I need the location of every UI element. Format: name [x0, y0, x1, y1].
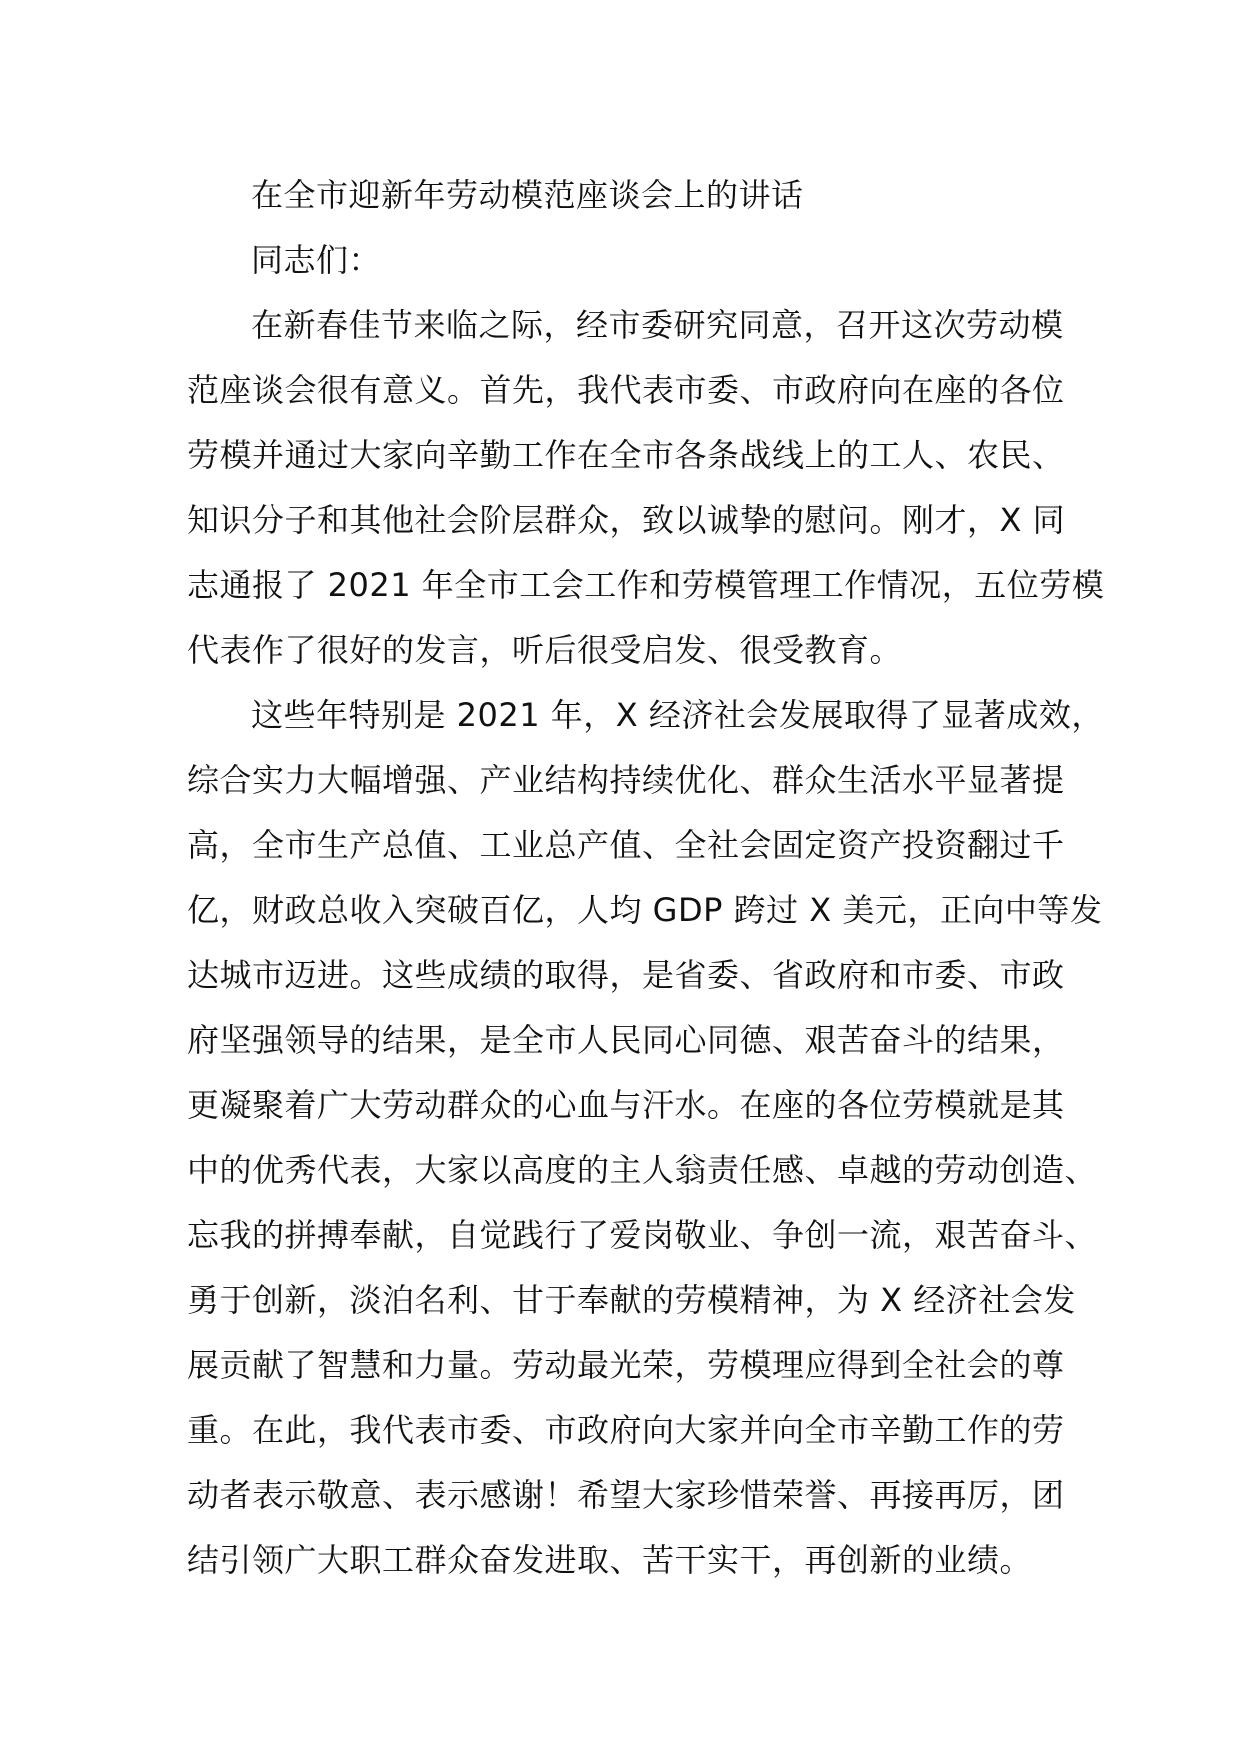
paragraph-line: 忘我的拼搏奉献，自觉践行了爱岗敬业、争创一流，艰苦奋斗、: [187, 1216, 1098, 1254]
paragraph-line: 亿，财政总收入突破百亿，人均 GDP 跨过 X 美元，正向中等发: [187, 891, 1103, 929]
paragraph-line: 劳模并通过大家向辛勤工作在全市各条战线上的工人、农民、: [187, 436, 1065, 474]
paragraph-line: 动者表示敬意、表示感谢！希望大家珍惜荣誉、再接再厉，团: [187, 1476, 1065, 1514]
paragraph-line: 这些年特别是 2021 年，X 经济社会发展取得了显著成效，: [251, 696, 1104, 734]
paragraph-line: 范座谈会很有意义。首先，我代表市委、市政府向在座的各位: [187, 371, 1065, 409]
paragraph-line: 知识分子和其他社会阶层群众，致以诚挚的慰问。刚才，X 同: [187, 501, 1066, 539]
paragraph-line: 府坚强领导的结果，是全市人民同心同德、艰苦奋斗的结果，: [187, 1021, 1065, 1059]
document-body: [187, 163, 1105, 1593]
paragraph-line: 综合实力大幅增强、产业结构持续优化、群众生活水平显著提: [187, 761, 1065, 799]
paragraph-line: 代表作了很好的发言，听后很受启发、很受教育。: [187, 631, 903, 669]
paragraph-line: 结引领广大职工群众奋发进取、苦干实干，再创新的业绩。: [187, 1541, 1033, 1579]
paragraph-line: 展贡献了智慧和力量。劳动最光荣，劳模理应得到全社会的尊: [187, 1346, 1065, 1384]
paragraph-2: [187, 683, 1104, 1593]
paragraph-line: 高，全市生产总值、工业总产值、全社会固定资产投资翻过千: [187, 826, 1065, 864]
paragraph-line: 重。在此，我代表市委、市政府向大家并向全市辛勤工作的劳: [187, 1411, 1065, 1449]
salutation: 同志们：: [251, 241, 382, 279]
paragraph-line: 志通报了 2021 年全市工会工作和劳模管理工作情况，五位劳模: [187, 566, 1105, 604]
paragraph-line: 达城市迈进。这些成绩的取得，是省委、省政府和市委、市政: [187, 956, 1065, 994]
document-title: 在全市迎新年劳动模范座谈会上的讲话: [251, 176, 804, 214]
paragraph-line: 在新春佳节来临之际，经市委研究同意，召开这次劳动模: [251, 306, 1064, 344]
paragraph-line: 中的优秀代表，大家以高度的主人翁责任感、卓越的劳动创造、: [187, 1151, 1098, 1189]
paragraph-line: 更凝聚着广大劳动群众的心血与汗水。在座的各位劳模就是其: [187, 1086, 1065, 1124]
paragraph-line: 勇于创新，淡泊名利、甘于奉献的劳模精神，为 X 经济社会发: [187, 1281, 1076, 1319]
paragraph-1: [187, 293, 1105, 683]
